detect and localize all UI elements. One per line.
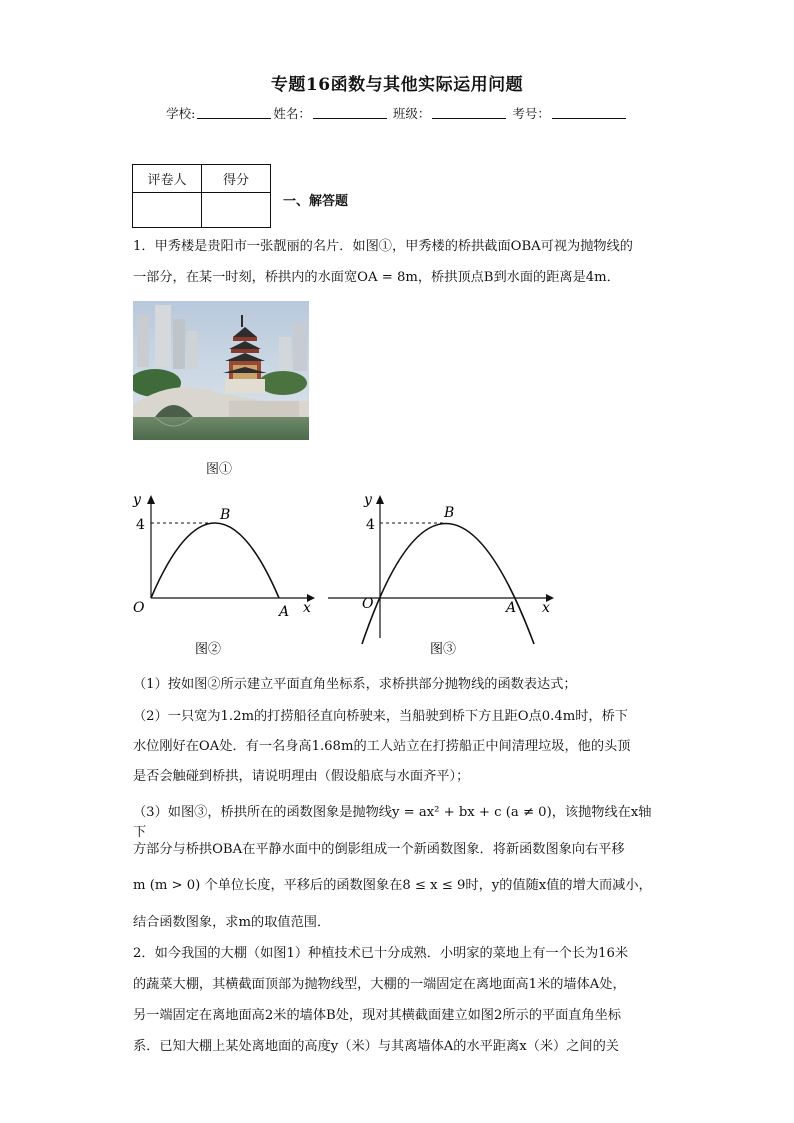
point-a-label: A [279, 604, 290, 620]
q1-sub1: （1）按如图②所示建立平面直角坐标系，求桥拱部分抛物线的函数表达式； [133, 677, 577, 692]
y-label: y [364, 492, 372, 508]
point-b-label: B [444, 505, 455, 521]
q2-line1: 2．如今我国的大棚（如图1）种植技术已十分成熟．小明家的菜地上有一个长为16米 [133, 946, 629, 961]
exam-no-blank[interactable] [552, 106, 626, 119]
pavilion-photo-image [133, 301, 309, 440]
q1-sub3-line2: 方部分与桥拱OBA在平静水面中的倒影组成一个新函数图象．将新函数图象向右平移 [133, 842, 625, 857]
figure-3-caption: 图③ [430, 642, 457, 657]
parabola-full [362, 524, 534, 645]
page-title: 专题16函数与其他实际运用问题 [270, 75, 524, 95]
y-axis-arrow [376, 495, 384, 504]
origin-label: O [362, 596, 374, 612]
name-blank[interactable] [313, 106, 387, 119]
name-label: 姓名： [273, 106, 311, 121]
grader-cell[interactable] [133, 193, 202, 228]
q2-line3: 另一端固定在离地面高2米的墙体B处，现对其横截面建立如图2所示的平面直角坐标 [133, 1008, 622, 1023]
figure-1-caption: 图① [206, 462, 233, 477]
y-axis-arrow [147, 495, 155, 504]
school-label: 学校: [166, 106, 196, 121]
x-label: x [303, 600, 311, 616]
pavilion-photo [133, 301, 309, 440]
class-blank[interactable] [432, 106, 506, 119]
school-blank[interactable] [197, 106, 271, 119]
class-label: 班级： [392, 106, 431, 121]
parabola-arch [151, 523, 279, 598]
q1-sub3-line1: （3）如图③，桥拱所在的函数图象是抛物线y = ax² + bx + c (a ≠ 0)，该抛物线在x轴下 [133, 805, 652, 840]
x-label: x [542, 600, 550, 616]
origin-label: O [133, 600, 145, 616]
figure-2-graph [125, 488, 325, 663]
grader-header: 评卷人 [133, 165, 202, 193]
exam-no-label: 考号： [512, 106, 550, 121]
section-title: 一、解答题 [283, 194, 349, 209]
q2-line2: 的蔬菜大棚，其横截面顶部为抛物线型，大棚的一端固定在离地面高1米的墙体A处， [133, 977, 626, 992]
q1-sub2-line2: 水位刚好在OA处．有一名身高1.68m的工人站立在打捞船正中间清理垃圾，他的头顶 [133, 739, 631, 754]
point-a-label: A [506, 600, 517, 616]
student-info-line [0, 104, 794, 122]
figure-3-graph [320, 488, 570, 663]
figure-2-caption: 图② [195, 642, 222, 657]
score-header: 得分 [202, 165, 271, 193]
score-table [132, 164, 271, 228]
point-b-label: B [220, 507, 231, 523]
q1-line1: 1．甲秀楼是贵阳市一张靓丽的名片．如图①，甲秀楼的桥拱截面OBA可视为抛物线的 [133, 239, 633, 254]
q1-sub3-line3: m (m > 0) 个单位长度，平移后的函数图象在8 ≤ x ≤ 9时，y的值随x值的增大而减小， [133, 878, 652, 893]
q1-sub3-line4: 结合函数图象，求m的取值范围． [133, 915, 331, 930]
score-cell[interactable] [202, 193, 271, 228]
four-label: 4 [366, 517, 375, 533]
y-label: y [133, 492, 141, 508]
q1-sub2-line1: （2）一只宽为1.2m的打捞船径直向桥驶来，当船驶到桥下方且距O点0.4m时，桥下 [133, 709, 628, 724]
q1-sub2-line3: 是否会触碰到桥拱，请说明理由（假设船底与水面齐平）； [133, 769, 470, 784]
q2-line4: 系．已知大棚上某处离地面的高度y（米）与其离墙体A的水平距离x（米）之间的关 [133, 1039, 619, 1054]
q1-line2: 一部分，在某一时刻，桥拱内的水面宽OA = 8m，桥拱顶点B到水面的距离是4m． [133, 270, 620, 285]
four-label: 4 [136, 517, 145, 533]
